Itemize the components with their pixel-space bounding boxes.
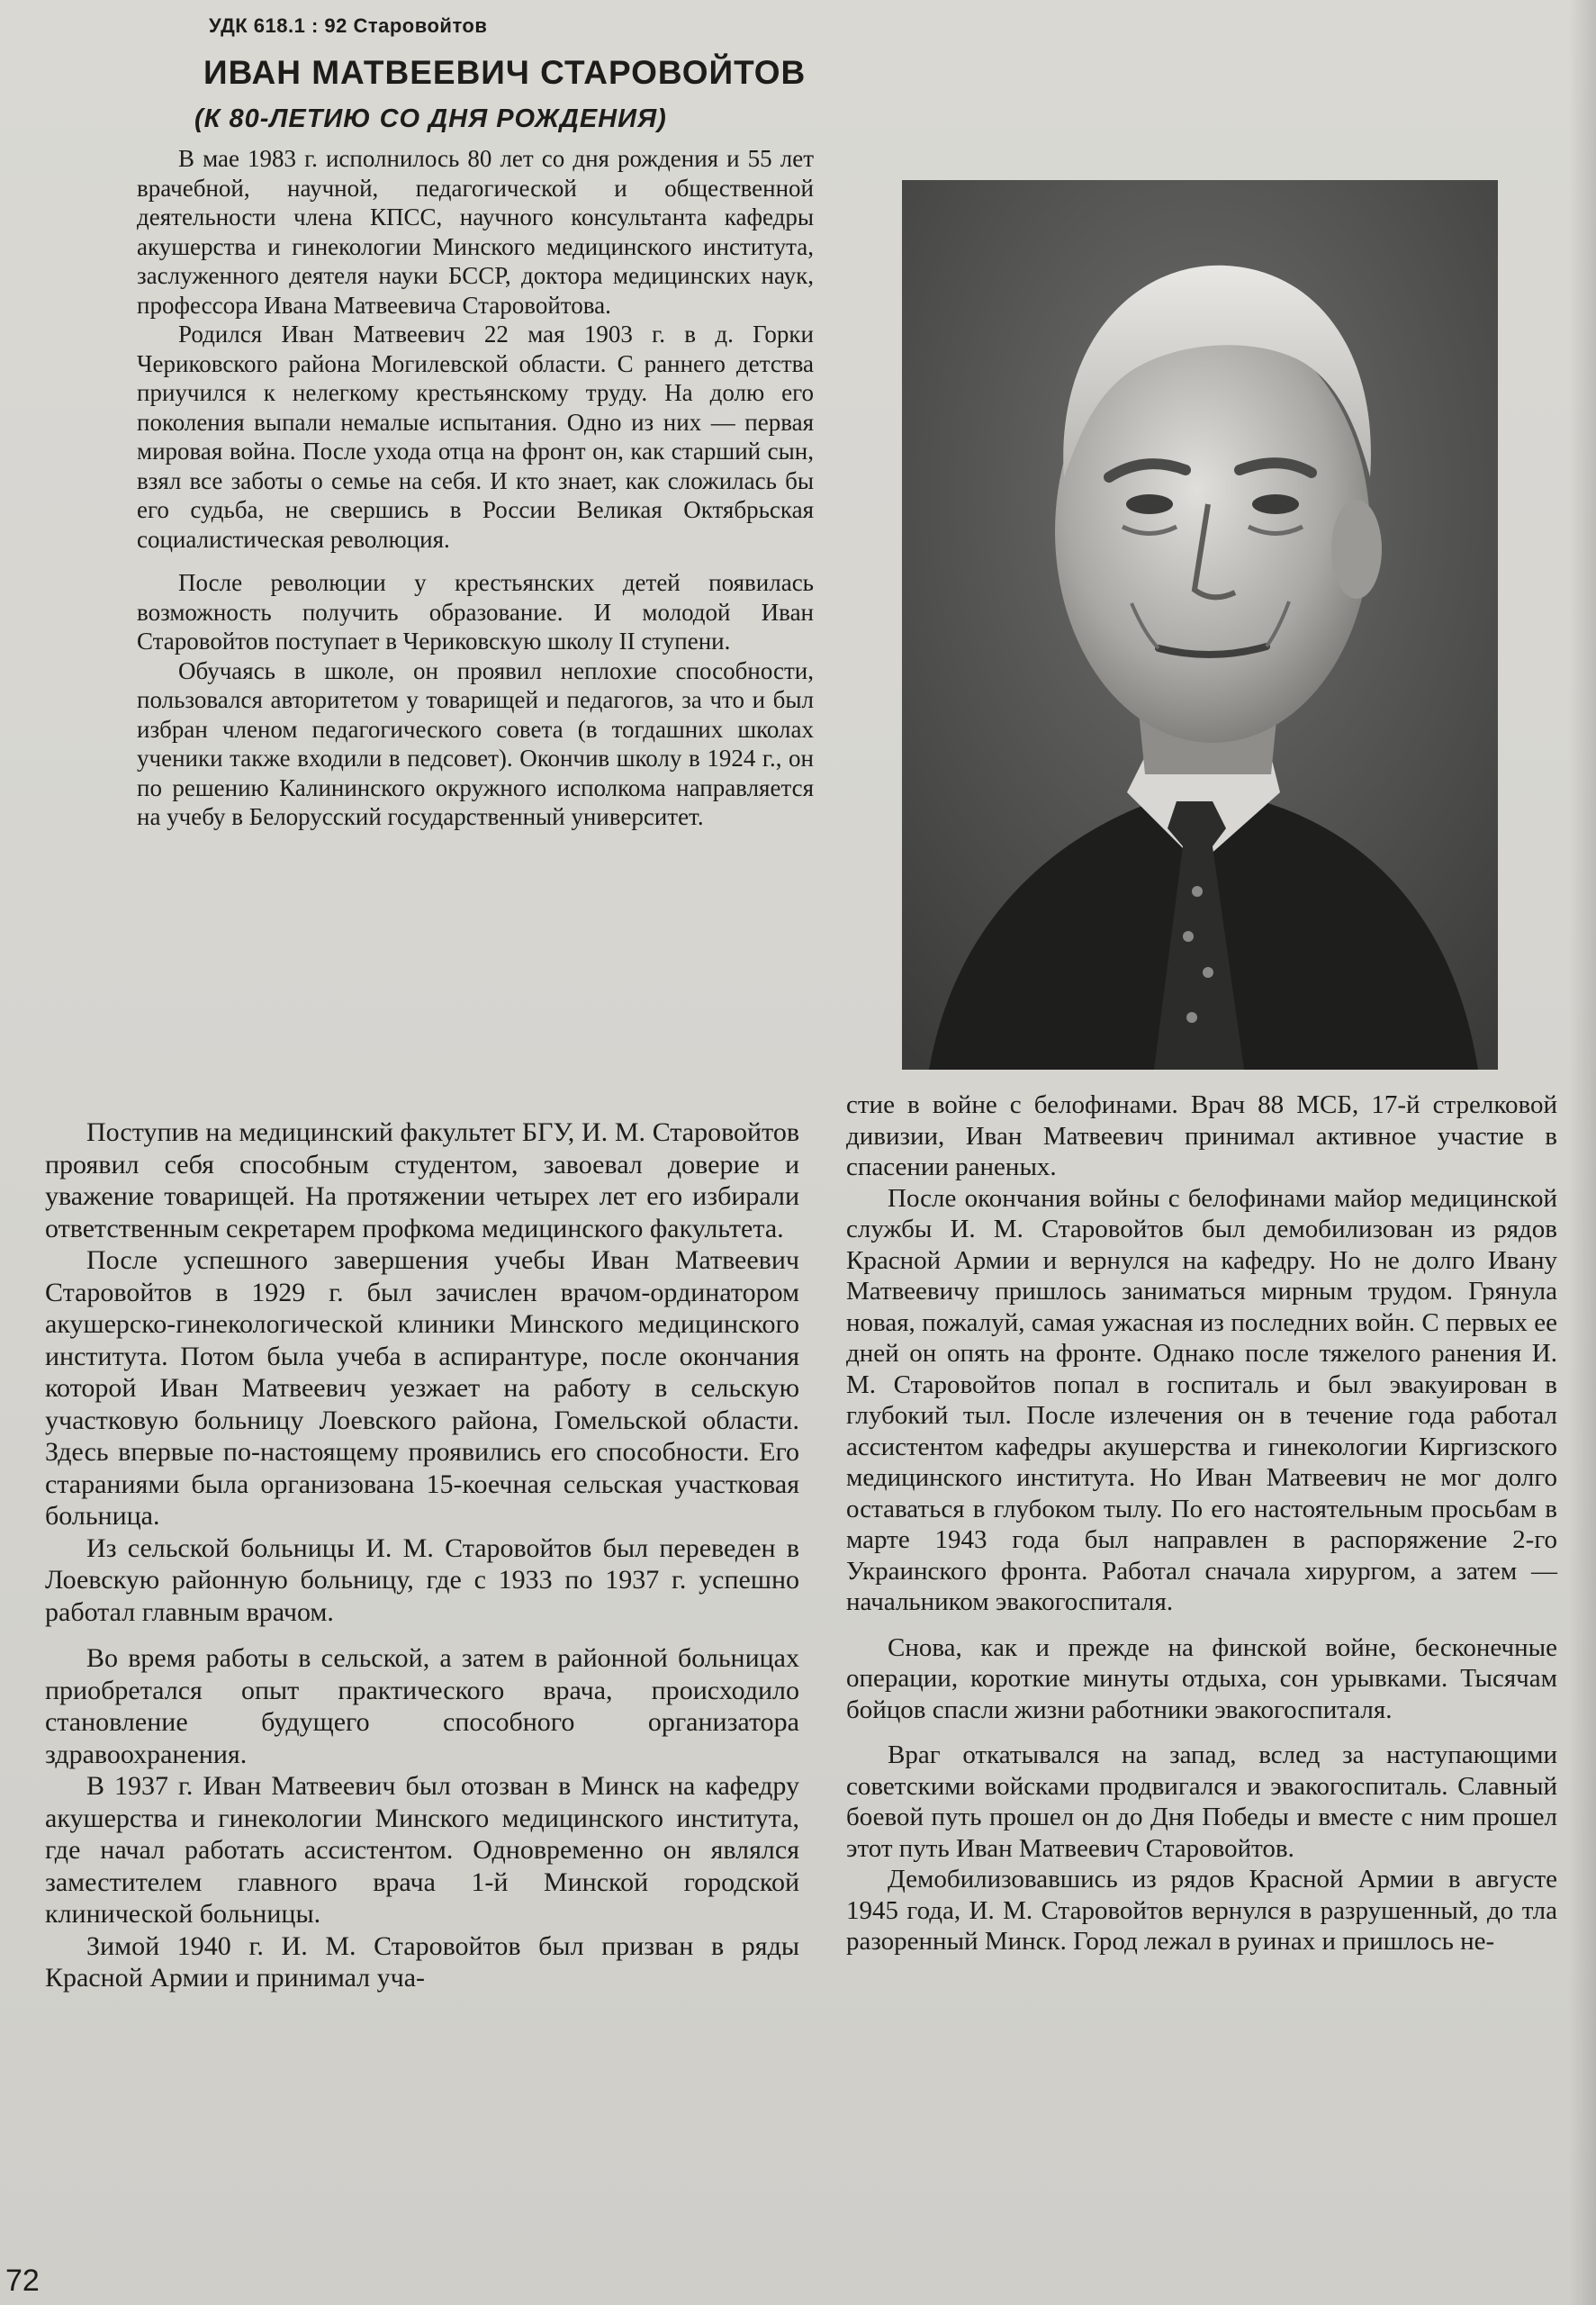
paragraph: После успешного завершения учебы Иван Матвеевич Старовойтов в 1929 г. был зачислен врачом-ординатором акушерско-гинекологической клиники Минского медицинского института. Потом была учеба в аспирантуре, после окончания которой Иван Матвеевич уезжает на работу в сельскую участковую больницу Лоевского района, Гомельской области. Здесь впервые по-настоящему проявились его способности. Его стараниями была организована 15-коечная сельская участковая больница. [45, 1245, 799, 1531]
paragraph: Обучаясь в школе, он проявил неплохие способности, пользовался авторитетом у товарищей и педагогов, за что и был избран членом педагогического совета (в тогдашних школах ученики также входили в педсовет). Окончив школу в 1924 г., он по решению Калининского окружного исполкома направляется на учебу в Белорусский государственный университет. [137, 656, 814, 830]
paragraph: Зимой 1940 г. И. М. Старовойтов был призван в ряды Красной Армии и принимал уча- [45, 1930, 799, 1993]
paragraph: Поступив на медицинский факультет БГУ, И. М. Старовойтов проявил себя способным студентом, завоевал доверие и уважение товарищей. На протяжении четырех лет его избирали ответственным секретарем профкома медицинского факультета. [45, 1117, 799, 1243]
right-column [846, 1089, 1557, 1957]
article-title: ИВАН МАТВЕЕВИЧ СТАРОВОЙТОВ [203, 54, 807, 91]
udk-code: УДК 618.1 : 92 Старовойтов [209, 14, 488, 37]
article-subtitle: (К 80-ЛЕТИЮ СО ДНЯ РОЖДЕНИЯ) [194, 104, 667, 133]
paragraph: В мае 1983 г. исполнилось 80 лет со дня рождения и 55 лет врачебной, научной, педагогической и общественной деятельности члена КПСС, научного консультанта кафедры акушерства и гинекологии Минского медицинского института, заслуженного деятеля науки БССР, доктора медицинских наук, профессора Ивана Матвеевича Старовойтова. [137, 145, 814, 319]
paragraph: Враг откатывался на запад, вслед за наступающими советскими войсками продвигался и эвакогоспиталь. Славный боевой путь прошел он до Дня Победы и вместе с ним прошел этот путь Иван Матвеевич Старовойтов. [846, 1740, 1557, 1863]
paragraph: Во время работы в сельской, а затем в районной больницах приобретался опыт практического врача, происходило становление будущего способного организатора здравоохранения. [45, 1643, 799, 1769]
paragraph: Родился Иван Матвеевич 22 мая 1903 г. в д. Горки Чериковского района Могилевской области. С раннего детства приучился к нелегкому крестьянскому труду. На долю его поколения выпали немалые испытания. Одно из них — первая мировая война. После ухода отца на фронт он, как старший сын, взял все заботы о семье на себя. И кто знает, как сложилась бы его судьба, не свершись в России Великая Октябрьская социалистическая революция. [137, 321, 814, 553]
left-column-bottom [45, 1116, 799, 1994]
paragraph: Из сельской больницы И. М. Старовойтов был переведен в Лоевскую районную больницу, где с 1933 по 1937 г. успешно работал главным врачом. [45, 1532, 799, 1627]
paragraph: После революции у крестьянских детей появилась возможность получить образование. И молодой Иван Старовойтов поступает в Чериковскую школу II ступени. [137, 569, 814, 655]
paragraph: В 1937 г. Иван Матвеевич был отозван в Минск на кафедру акушерства и гинекологии Минского медицинского института, где начал работать ассистентом. Одновременно он являлся заместителем главного врача 1-й Минской городской клинической больницы. [45, 1771, 799, 1929]
page-number: 72 [5, 2264, 40, 2298]
portrait-photo [902, 180, 1498, 1070]
paragraph: После окончания войны с белофинами майор медицинской службы И. М. Старовойтов был демобилизован из рядов Красной Армии и вернулся на кафедру. Но не долго Ивану Матвеевичу пришлось заниматься мирным трудом. Грянула новая, пожалуй, самая ужасная из последних войн. С первых ее дней он опять на фронте. Однако после тяжелого ранения И. М. Старовойтов попал в госпиталь и был эвакуирован в глубокий тыл. После излечения он в течение года работал ассистентом кафедры акушерства и гинекологии Киргизского медицинского института. Но Иван Матвеевич не мог долго оставаться в глубоком тылу. По его настоятельным просьбам в марте 1943 года был направлен в распоряжение 2-го Украинского фронта. Работал сначала хирургом, а затем — начальником эвакогоспиталя. [846, 1183, 1557, 1616]
left-column-top [137, 144, 814, 832]
portrait-image [902, 180, 1498, 1070]
paragraph: Снова, как и прежде на финской войне, бесконечные операции, короткие минуты отдыха, сон урывками. Тысячам бойцов спасли жизни работники эвакогоспиталя. [846, 1632, 1557, 1724]
paragraph: Демобилизовавшись из рядов Красной Армии в августе 1945 года, И. М. Старовойтов вернулся в разрушенный, до тла разоренный Минск. Город лежал в руинах и пришлось не- [846, 1865, 1557, 1956]
page-edge-shadow [1569, 0, 1596, 2305]
paragraph: стие в войне с белофинами. Врач 88 МСБ, 17-й стрелковой дивизии, Иван Матвеевич принимал активное участие в спасении раненых. [846, 1090, 1557, 1181]
